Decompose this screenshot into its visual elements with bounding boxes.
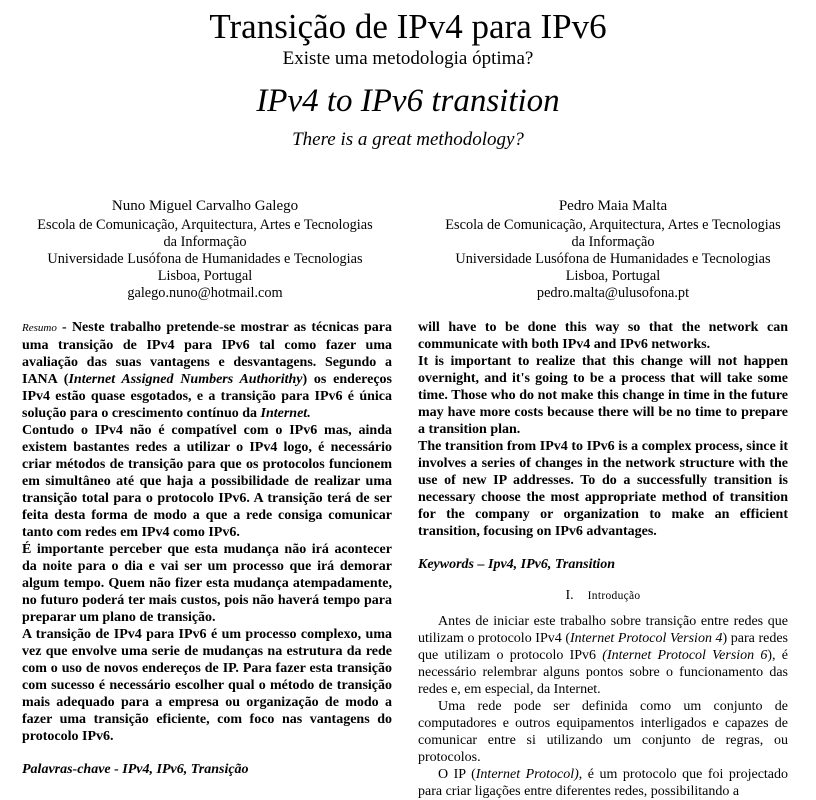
author-city: Lisboa, Portugal [565,268,661,284]
author-affiliation: Escola de Comunicação, Arquitectura, Artes e Tecnologias [445,217,781,233]
body-paragraph [418,766,788,800]
abstract-paragraph: It is important to realize that this change will not happen overnight, and it's going to be a process that will take some time. Those who do not make this change in time in the future may have more costs because there will be no time to prepare a transition plan. [418,354,788,437]
paper-title: Transição de IPv4 para IPv6 [209,7,607,46]
right-column [418,319,788,800]
author-block-1 [10,197,400,302]
abstract-paragraph: The transition from IPv4 to IPv6 is a complex process, since it involves a series of changes in the network structure with the use of new IP addresses. To do a successfully transition is necessary choose the most appropriate method of transition for the company or organization to make an efficient transition, focusing on IPv6 advantages. [418,439,788,539]
author-email: galego.nuno@hotmail.com [127,285,283,301]
body-text: O IP ( [438,767,476,782]
section-number: I. [565,588,574,603]
author-name: Nuno Miguel Carvalho Galego [111,198,299,214]
author-block-2 [418,197,808,302]
author-affiliation: da Informação [163,234,247,250]
body-text-italic: Internet Protocol) [475,767,579,782]
body-paragraph [418,613,788,698]
body-text: ), é necessário relembrar alguns pontos sobre o funcionamento das redes e, em especial, da Internet. [418,648,788,697]
paper-subtitle: Existe uma metodologia óptima? [282,48,534,69]
abstract-english [418,319,788,540]
author-affiliation: Escola de Comunicação, Arquitectura, Artes e Tecnologias [37,217,373,233]
abstract-separator: - [56,320,72,335]
abstract-paragraph: Contudo o IPv4 não é compatível com o IPv6 mas, ainda existem bastantes redes a utilizar o IPv4 logo, é necessário criar métodos de transição para que os protocolos funcionem em simultâneo até que haja a possibilidade de realizar uma transição total para o protocolo IPv6. A transição terá de ser feita desta forma de modo a que a rede consiga comunicar tanto com redes em IPv4 como IPv6. [22,423,392,540]
author-university: Universidade Lusófona de Humanidades e Tecnologias [455,251,771,267]
body-paragraph: Uma rede pode ser definida como um conjunto de computadores e outros equipamentos interligados e capazes de comunicar entre si utilizando um conjunto de regras, ou protocolos. [418,699,788,765]
paper-subtitle-english: There is a great methodology? [292,129,524,150]
abstract-portuguese [22,319,392,745]
body-text: Antes de iniciar este trabalho sobre transição entre redes que utilizam o protocolo IPv4 ( [418,614,788,646]
section-body [418,613,788,800]
abstract-paragraph: É importante perceber que esta mudança não irá acontecer da noite para o dia e vai ser um processo que irá demorar algum tempo. Quem não fizer esta mudança atempadamente, no futuro poderá ter mais custos, pois não haverá tempo para preparar um plano de transição. [22,542,392,625]
body-text-italic: (Internet Protocol Version 6 [602,648,768,663]
author-city: Lisboa, Portugal [157,268,253,284]
body-text: ) para redes que utilizam o protocolo IPv6 [418,631,788,663]
abstract-text-italic: Internet. [260,406,311,421]
author-university: Universidade Lusófona de Humanidades e Tecnologias [47,251,363,267]
body-text-italic: Internet Protocol Version 4 [569,631,723,646]
author-affiliation: da Informação [571,234,655,250]
author-email: pedro.malta@ulusofona.pt [536,285,690,301]
abstract-paragraph: A transição de IPv4 para IPv6 é um processo complexo, uma vez que envolve uma serie de mudanças na estrutura da rede com o uso de novos endereços de IP. Para fazer esta transição com sucesso é necessário escolher qual o método de transição mais adequado para a empresa ou organização de modo a fazer uma transição eficiente, com foco nas vantagens do protocolo IPv6. [22,627,392,744]
abstract-paragraph [22,319,392,422]
abstract-label: Resumo [22,322,57,334]
section-heading [418,587,788,605]
abstract-paragraph: will have to be done this way so that the network can communicate with both IPv4 and IPv6 networks. [418,320,788,352]
abstract-text: ) os endereços IPv4 estão quase esgotados, e a transição para IPv6 é única solução para o crescimento contínuo da [22,372,392,421]
paper-title-english: IPv4 to IPv6 transition [256,83,560,119]
keywords-portuguese: Palavras-chave - IPv4, IPv6, Transição [22,762,249,777]
body-text: , é um protocolo que foi projectado para criar ligações entre diferentes redes, possibilitando a [418,767,789,799]
abstract-text: Neste trabalho pretende-se mostrar as técnicas para uma transição de IPv4 para IPv6 tal como fazer uma avaliação das suas vantagens e desvantagens. Segundo a IANA ( [22,320,392,387]
left-column [22,319,392,778]
keywords-english: Keywords – Ipv4, IPv6, Transition [418,557,616,572]
author-name: Pedro Maia Malta [558,198,668,214]
section-title: Introdução [587,590,641,602]
abstract-text-italic: Internet Assigned Numbers Authorithy [68,372,303,387]
